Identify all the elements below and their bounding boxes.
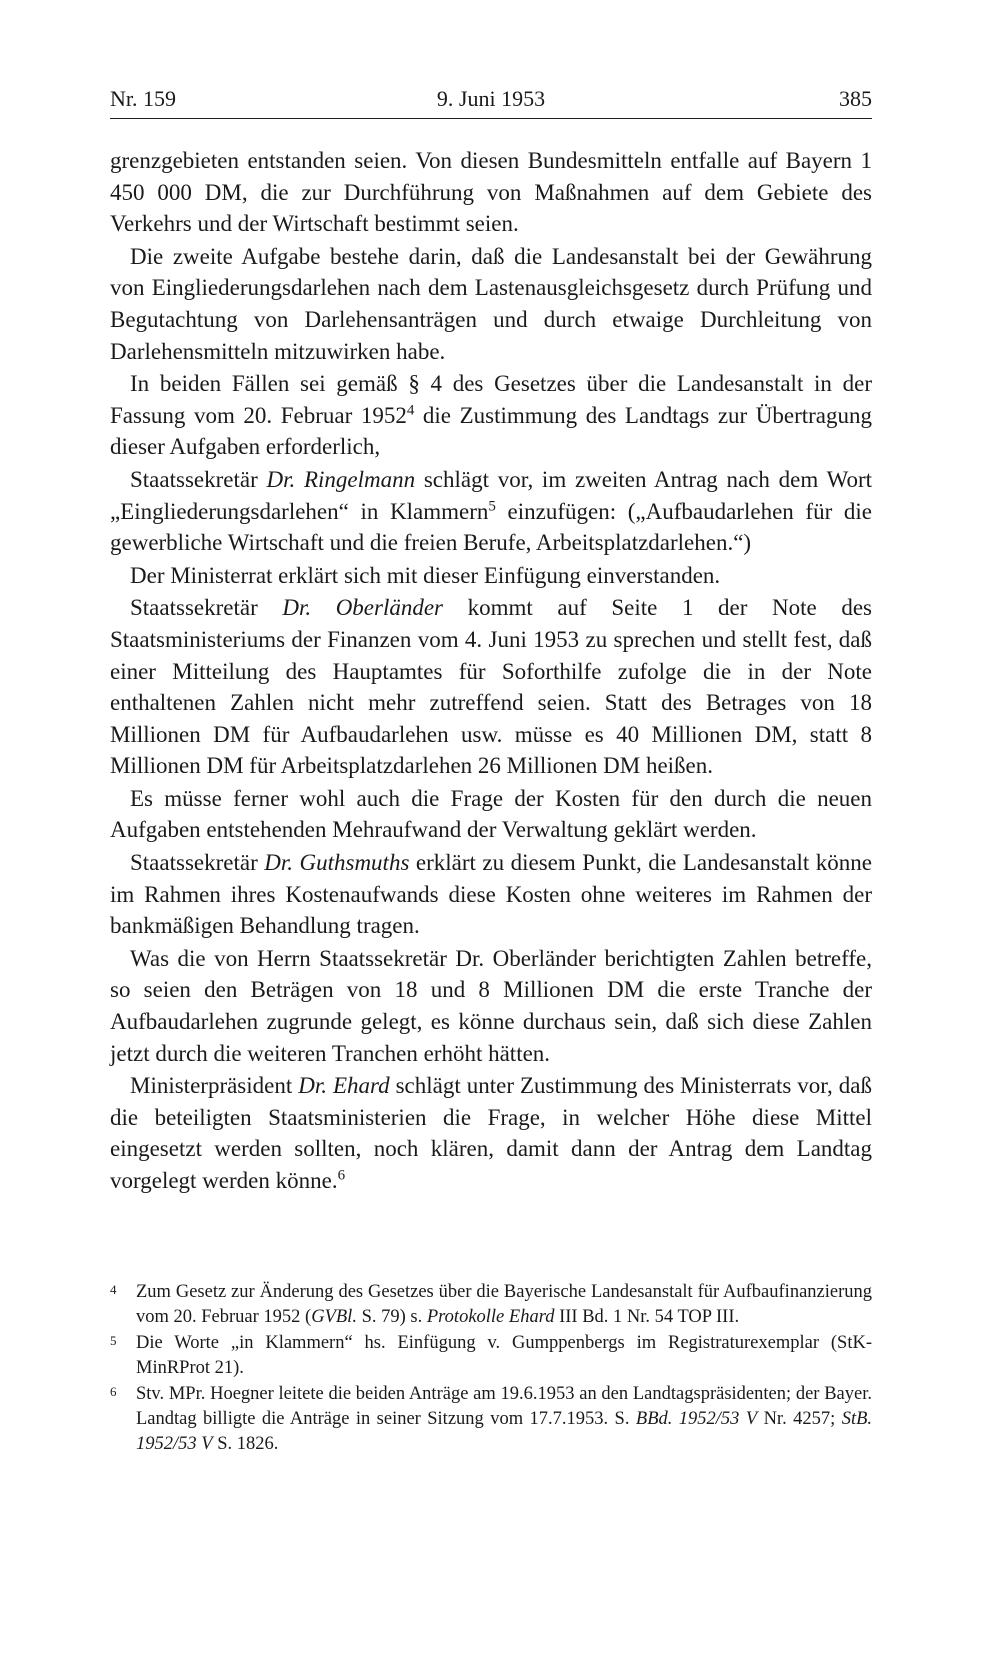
paragraph: Was die von Herrn Staatssekretär Dr. Oberländer berichtigten Zahlen betreffe, so seien den Beträgen von 18 und 8 Millionen DM die erste Tranche der Aufbaudarlehen zugrunde gelegt, es könne durchaus sein, daß sich diese Zahlen jetzt durch die weiteren Tranchen erhöht hätten.: [110, 945, 872, 1066]
paragraph: Die zweite Aufgabe bestehe darin, daß die Landesanstalt bei der Gewährung von Eingliederungsdarlehen nach dem Lastenausgleichsgesetz durch Prüfung und Begutachtung von Darlehensanträgen und durch etwaige Durchleitung von Darlehensmitteln mitzuwirken habe.: [110, 243, 872, 364]
person-name: Dr. Ringelmann: [266, 466, 416, 492]
header-date: 9. Juni 1953: [436, 86, 546, 111]
footnote-6: 6 Stv. MPr. Hoegner leitete die beiden Anträge am 19.6.1953 an den Landtagspräsidenten; der Bayer. Landtag billigte die Anträge in seiner Sitzung vom 17.7.1953. S. BBd. 1952/53 V Nr. 4257; StB. 1952/53 V S. 1826.: [110, 1382, 872, 1457]
paragraph: Es müsse ferner wohl auch die Frage der Kosten für den durch die neuen Aufgaben entstehenden Mehraufwand der Verwaltung geklärt werden.: [110, 785, 872, 843]
footnote-number: 4: [110, 1282, 117, 1297]
person-name: Dr. Guthsmuths: [264, 850, 410, 876]
person-name: Dr. Ehard: [298, 1073, 390, 1099]
paragraph: Staatssekretär Dr. Guthsmuths erklärt zu diesem Punkt, die Landesanstalt könne im Rahmen ihres Kostenaufwands diese Kosten ohne weiteres im Rahmen der bankmäßigen Behandlung tragen.: [110, 850, 872, 939]
paragraph: In beiden Fällen sei gemäß § 4 des Gesetzes über die Landesanstalt in der Fassung vom 20. Februar 1952$^4$ die Zustimmung des Landtags zur Übertragung dieser Aufgaben erforderlich,: [110, 371, 872, 460]
paragraph: Der Ministerrat erklärt sich mit dieser Einfügung einverstanden.: [130, 562, 721, 588]
footnote-reference: 6: [337, 1167, 346, 1184]
footnote-reference: 4: [406, 402, 415, 419]
footnote-4: 4 Zum Gesetz zur Änderung des Gesetzes über die Bayerische Landesanstalt für Aufbaufinanzierung vom 20. Februar 1952 (GVBl. S. 79) s. Protokolle Ehard III Bd. 1 Nr. 54 TOP III.: [110, 1280, 872, 1330]
main-text: [110, 145, 872, 1198]
person-name: Dr. Oberländer: [282, 595, 444, 621]
running-header: [110, 84, 872, 119]
page-number: 385: [839, 86, 872, 111]
document-number: Nr. 159: [110, 86, 176, 111]
footnote-number: 5: [110, 1333, 117, 1348]
paragraph: grenzgebieten entstanden seien. Von diesen Bundesmitteln entfalle auf Bayern 1 450 000 DM, die zur Durchführung von Maßnahmen auf dem Gebiete des Verkehrs und der Wirtschaft bestimmt seien.: [110, 148, 872, 237]
footnote-5: 5 Die Worte „in Klammern“ hs. Einfügung v. Gumppenbergs im Registraturexemplar (StK-MinRProt 21).: [110, 1331, 872, 1381]
footnote-reference: 5: [488, 497, 496, 514]
footnote-number: 6: [110, 1384, 117, 1399]
paragraph: Staatssekretär Dr. Ringelmann schlägt vor, im zweiten Antrag nach dem Wort „Eingliederungsdarlehen“ in Klammern$^5$ einzufügen: („Aufbaudarlehen für die gewerbliche Wirtschaft und die freien Berufe, Arbeitsplatzdarlehen.“): [110, 466, 872, 556]
paragraph: Staatssekretär Dr. Oberländer kommt auf Seite 1 der Note des Staatsministeriums der Finanzen vom 4. Juni 1953 zu sprechen und stellt fest, daß einer Mitteilung des Hauptamtes für Soforthilfe zufolge die in der Note enthaltenen Zahlen nicht mehr zutreffend seien. Statt des Betrages von 18 Millionen DM für Aufbaudarlehen usw. müsse es 40 Millionen DM, statt 8 Millionen DM für Arbeitsplatzdarlehen 26 Millionen DM heißen.: [110, 595, 872, 779]
paragraph: Ministerpräsident Dr. Ehard schlägt unter Zustimmung des Ministerrats vor, daß die beteiligten Staatsministerien die Frage, in welcher Höhe diese Mittel eingesetzt werden sollten, noch klären, damit dann der Antrag dem Landtag vorgelegt werden könne.$^6$: [110, 1073, 872, 1193]
footnotes-section: [110, 1280, 872, 1458]
